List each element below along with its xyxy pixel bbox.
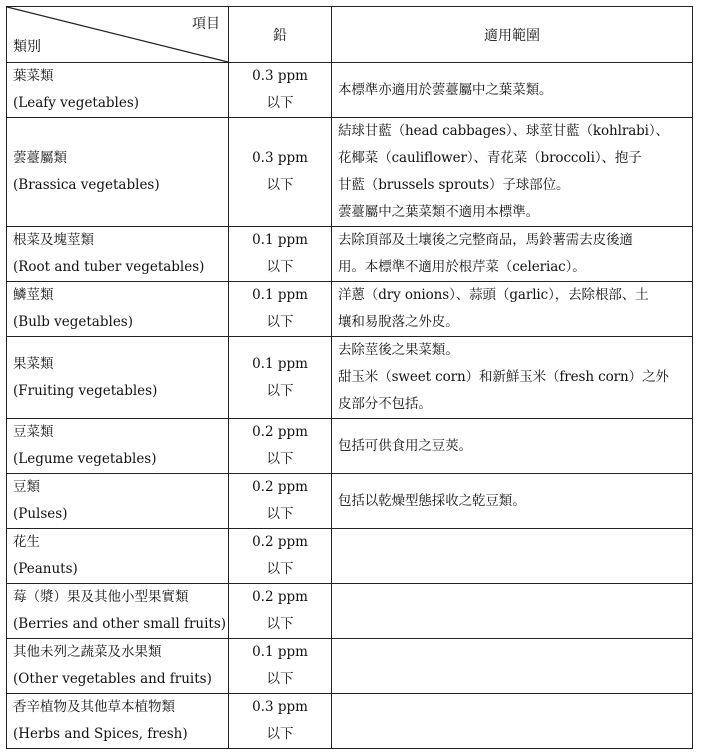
lead-limit-cell bbox=[229, 529, 332, 584]
category-name-zh: 葉菜類 bbox=[13, 68, 54, 84]
lead-limit-cell bbox=[229, 584, 332, 639]
scope-line: 蕓薹屬中之葉菜類不適用本標準。 bbox=[338, 204, 539, 220]
table-row bbox=[7, 227, 693, 282]
lead-limit-cell bbox=[229, 63, 332, 118]
category-cell bbox=[7, 529, 229, 584]
category-name-zh: 鱗莖類 bbox=[13, 287, 54, 303]
lead-limit-note: 以下 bbox=[266, 314, 294, 330]
category-name-zh: 豆類 bbox=[13, 479, 40, 495]
lead-limit-cell bbox=[229, 282, 332, 337]
category-cell bbox=[7, 584, 229, 639]
header-category-label: 類別 bbox=[13, 39, 41, 55]
table-row bbox=[7, 282, 693, 337]
lead-limit-value: 0.1 ppm bbox=[252, 644, 308, 660]
category-name-en: (Bulb vegetables) bbox=[13, 314, 133, 330]
table-row bbox=[7, 63, 693, 118]
scope-line: 甘藍（brussels sprouts）子球部位。 bbox=[338, 177, 570, 193]
lead-limit-table-sheet bbox=[6, 6, 692, 749]
category-name-zh: 蕓薹屬類 bbox=[13, 150, 67, 166]
category-name-en: (Peanuts) bbox=[13, 561, 78, 577]
category-name-zh: 莓（漿）果及其他小型果實類 bbox=[13, 589, 189, 605]
scope-cell bbox=[332, 118, 693, 227]
lead-limit-cell bbox=[229, 419, 332, 474]
scope-cell bbox=[332, 694, 693, 749]
lead-limit-value: 0.2 ppm bbox=[252, 479, 308, 495]
scope-cell bbox=[332, 584, 693, 639]
scope-line: 本標準亦適用於蕓薹屬中之葉菜類。 bbox=[338, 81, 553, 98]
header-item-label: 項目 bbox=[192, 16, 220, 32]
lead-limit-note: 以下 bbox=[266, 382, 294, 399]
lead-limit-note: 以下 bbox=[266, 671, 294, 687]
scope-line: 洋蔥（dry onions）、蒜頭（garlic），去除根部、土 bbox=[338, 287, 649, 303]
category-cell bbox=[7, 227, 229, 282]
category-name-en: (Leafy vegetables) bbox=[13, 95, 140, 111]
scope-line: 皮部分不包括。 bbox=[338, 396, 432, 412]
scope-line: 去除頂部及土壤後之完整商品，馬鈴薯需去皮後適 bbox=[338, 232, 633, 248]
category-name-en: (Root and tuber vegetables) bbox=[13, 259, 205, 275]
lead-limit-cell bbox=[229, 639, 332, 694]
category-cell bbox=[7, 282, 229, 337]
scope-cell bbox=[332, 227, 693, 282]
scope-cell bbox=[332, 282, 693, 337]
header-scope: 適用範圍 bbox=[332, 7, 693, 63]
category-name-en: (Pulses) bbox=[13, 506, 68, 522]
category-cell bbox=[7, 694, 229, 749]
header-row bbox=[7, 7, 693, 63]
scope-line: 花椰菜（cauliflower）、青花菜（broccoli）、抱子 bbox=[338, 150, 642, 166]
lead-limit-note: 以下 bbox=[266, 506, 294, 522]
category-cell bbox=[7, 63, 229, 118]
scope-cell bbox=[332, 419, 693, 474]
scope-line: 去除莖後之果菜類。 bbox=[338, 342, 459, 358]
lead-limit-value: 0.2 ppm bbox=[252, 589, 308, 605]
lead-limit-cell bbox=[229, 474, 332, 529]
lead-limit-cell bbox=[229, 337, 332, 419]
lead-limit-cell bbox=[229, 227, 332, 282]
lead-limit-note: 以下 bbox=[266, 259, 294, 275]
category-cell bbox=[7, 419, 229, 474]
category-name-en: (Other vegetables and fruits) bbox=[13, 671, 212, 687]
table-row bbox=[7, 337, 693, 419]
scope-line: 包括可供食用之豆莢。 bbox=[338, 437, 472, 454]
category-name-en: (Brassica vegetables) bbox=[13, 177, 160, 193]
scope-line: 結球甘藍（head cabbages）、球莖甘藍（kohlrabi）、 bbox=[338, 123, 669, 139]
category-cell bbox=[7, 474, 229, 529]
lead-limit-note: 以下 bbox=[266, 451, 294, 467]
scope-cell bbox=[332, 474, 693, 529]
lead-limit-cell bbox=[229, 118, 332, 227]
lead-limit-value: 0.3 ppm bbox=[252, 68, 308, 84]
category-name-zh: 其他未列之蔬菜及水果類 bbox=[13, 644, 162, 660]
category-cell bbox=[7, 337, 229, 419]
scope-cell bbox=[332, 63, 693, 118]
table-row bbox=[7, 419, 693, 474]
lead-limit-value: 0.2 ppm bbox=[252, 534, 308, 550]
category-name-en: (Fruiting vegetables) bbox=[13, 382, 158, 399]
scope-line: 壤和易脫落之外皮。 bbox=[338, 314, 459, 330]
table-row bbox=[7, 474, 693, 529]
lead-limit-table bbox=[6, 6, 693, 749]
category-name-en: (Herbs and Spices, fresh) bbox=[13, 726, 188, 742]
table-row bbox=[7, 694, 693, 749]
lead-limit-note: 以下 bbox=[266, 95, 294, 111]
scope-cell bbox=[332, 337, 693, 419]
scope-line: 包括以乾燥型態採收之乾豆類。 bbox=[338, 492, 526, 509]
lead-limit-note: 以下 bbox=[266, 177, 294, 193]
lead-limit-note: 以下 bbox=[266, 561, 294, 577]
lead-limit-note: 以下 bbox=[266, 726, 294, 742]
category-cell bbox=[7, 118, 229, 227]
lead-limit-cell bbox=[229, 694, 332, 749]
scope-line: 用。本標準不適用於根芹菜（celeriac）。 bbox=[338, 259, 586, 275]
category-name-zh: 果菜類 bbox=[13, 355, 54, 372]
table-body bbox=[7, 63, 693, 749]
category-name-zh: 根菜及塊莖類 bbox=[13, 232, 94, 248]
table-row bbox=[7, 529, 693, 584]
lead-limit-value: 0.3 ppm bbox=[252, 699, 308, 715]
category-name-en: (Legume vegetables) bbox=[13, 451, 157, 467]
category-cell bbox=[7, 639, 229, 694]
lead-limit-value: 0.1 ppm bbox=[252, 287, 308, 303]
table-row bbox=[7, 118, 693, 227]
category-name-zh: 香辛植物及其他草本植物類 bbox=[13, 699, 175, 715]
category-name-zh: 豆菜類 bbox=[13, 424, 54, 440]
lead-limit-value: 0.3 ppm bbox=[252, 150, 308, 166]
lead-limit-note: 以下 bbox=[266, 616, 294, 632]
table-row bbox=[7, 584, 693, 639]
table-row bbox=[7, 639, 693, 694]
category-name-zh: 花生 bbox=[13, 534, 40, 550]
lead-limit-value: 0.1 ppm bbox=[252, 355, 308, 372]
header-lead: 鉛 bbox=[229, 7, 332, 63]
lead-limit-value: 0.2 ppm bbox=[252, 424, 308, 440]
lead-limit-value: 0.1 ppm bbox=[252, 232, 308, 248]
header-corner-cell bbox=[7, 7, 229, 63]
scope-cell bbox=[332, 529, 693, 584]
scope-line: 甜玉米（sweet corn）和新鮮玉米（fresh corn）之外 bbox=[338, 369, 669, 385]
scope-cell bbox=[332, 639, 693, 694]
category-name-en: (Berries and other small fruits) bbox=[13, 616, 227, 632]
